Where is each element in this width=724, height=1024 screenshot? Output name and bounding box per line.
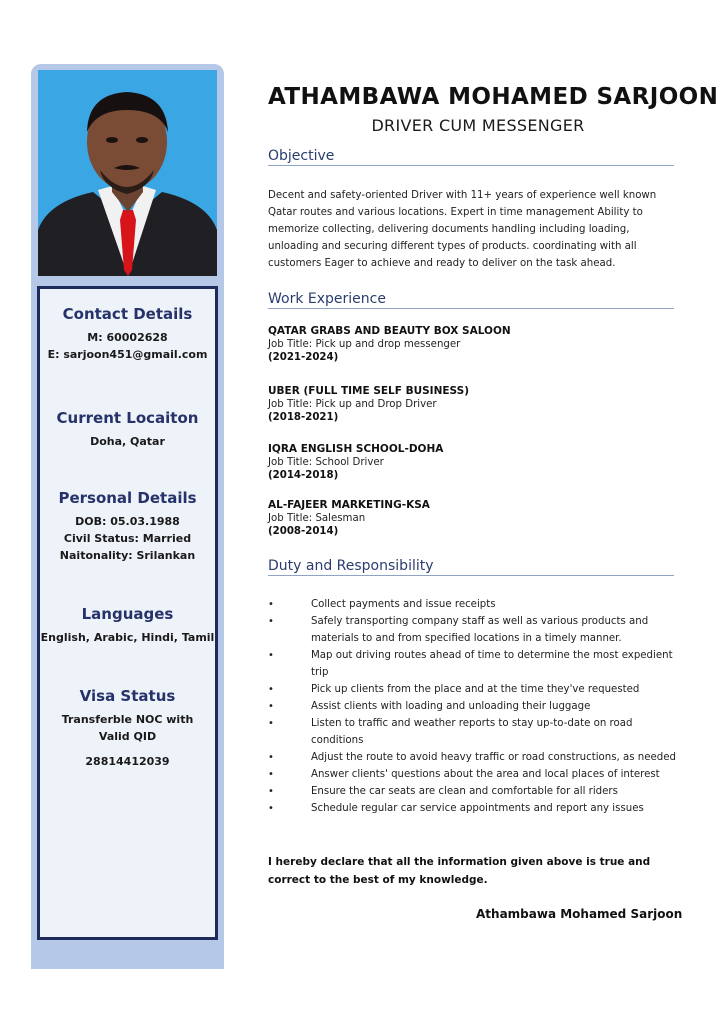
list-item: [268, 681, 678, 698]
bullet-icon: •: [268, 701, 274, 712]
job-company: IQRA ENGLISH SCHOOL-DOHA: [268, 443, 444, 455]
bullet-icon: •: [268, 650, 274, 661]
job-title: Job Title: School Driver: [268, 457, 384, 468]
list-item: [268, 698, 678, 715]
list-item: [268, 596, 678, 613]
job-entry: [268, 442, 674, 483]
duty-text: Assist clients with loading and unloading their luggage: [311, 701, 591, 712]
contact-email[interactable]: E: sarjoon451@gmail.com: [47, 348, 208, 361]
bullet-icon: •: [268, 752, 274, 763]
bullet-icon: •: [268, 803, 274, 814]
sidebar-details-box: [37, 286, 218, 940]
visa-line-1: Transferble NOC with: [61, 713, 194, 726]
duty-text: Answer clients' questions about the area and local places of interest: [311, 769, 660, 780]
objective-heading: Objective: [268, 148, 674, 166]
personal-section: [40, 489, 215, 564]
bullet-icon: •: [268, 786, 274, 797]
location-title: Current Locaiton: [56, 409, 199, 427]
duty-text: Adjust the route to avoid heavy traffic or road constructions, as needed: [311, 752, 677, 763]
job-years: (2014-2018): [268, 470, 339, 481]
visa-line-2: Valid QID: [98, 730, 157, 743]
duty-text: Collect payments and issue receipts: [311, 599, 496, 610]
list-item: [268, 715, 678, 749]
list-item: [268, 613, 678, 647]
personal-civil-status: Civil Status: Married: [63, 532, 192, 545]
personal-dob: DOB: 05.03.1988: [75, 515, 180, 528]
job-title: Job Title: Salesman: [268, 513, 366, 524]
bullet-icon: •: [268, 599, 274, 610]
bullet-icon: •: [268, 718, 274, 729]
visa-section: [40, 687, 215, 770]
duty-text: Pick up clients from the place and at the time they've requested: [311, 684, 640, 695]
job-title: Job Title: Pick up and drop messenger: [268, 339, 461, 350]
job-entry: [268, 498, 674, 539]
job-company: UBER (FULL TIME SELF BUSINESS): [268, 385, 469, 397]
candidate-name: ATHAMBAWA MOHAMED SARJOON: [268, 84, 719, 110]
contact-title: Contact Details: [62, 305, 193, 323]
list-item: [268, 647, 678, 681]
location-section: [40, 409, 215, 450]
list-item: [268, 766, 678, 783]
location-value: Doha, Qatar: [90, 435, 165, 448]
languages-section: [40, 605, 215, 646]
bullet-icon: •: [268, 616, 274, 627]
objective-text: Decent and safety-oriented Driver with 11+ years of experience well known Qatar routes and various locations. Expert in time management Ability to memorize collecting, delivering documents handling including loading, unloading and securing different types of products. coordinating with all customers Eager to achieve and ready to deliver on the task ahead.: [268, 190, 657, 269]
duty-text: Ensure the car seats are clean and comfortable for all riders: [311, 786, 618, 797]
job-title: Job Title: Pick up and Drop Driver: [268, 399, 437, 410]
bullet-icon: •: [268, 769, 274, 780]
contact-mobile: M: 60002628: [87, 331, 168, 344]
duty-list: [268, 596, 678, 817]
duty-text: Map out driving routes ahead of time to determine the most expedient trip: [311, 650, 673, 678]
sidebar: [31, 64, 224, 969]
languages-title: Languages: [81, 605, 174, 623]
duty-text: Listen to traffic and weather reports to stay up-to-date on road conditions: [311, 718, 633, 746]
candidate-role: DRIVER CUM MESSENGER: [371, 116, 585, 135]
list-item: [268, 749, 678, 766]
contact-section: [40, 305, 215, 363]
personal-title: Personal Details: [58, 489, 197, 507]
signature-name: Athambawa Mohamed Sarjoon: [476, 907, 683, 921]
list-item: [268, 800, 678, 817]
visa-qid-number: 28814412039: [85, 755, 170, 768]
job-entry: [268, 324, 674, 365]
bullet-icon: •: [268, 684, 274, 695]
work-experience-heading: Work Experience: [268, 291, 674, 309]
languages-value: English, Arabic, Hindi, Tamil: [40, 631, 215, 644]
job-years: (2021-2024): [268, 352, 339, 363]
profile-photo: [38, 70, 217, 276]
job-company: AL-FAJEER MARKETING-KSA: [268, 499, 430, 511]
personal-nationality: Naitonality: Srilankan: [59, 549, 196, 562]
declaration-text: I hereby declare that all the information given above is true and correct to the best of my knowledge.: [268, 856, 651, 886]
job-company: QATAR GRABS AND BEAUTY BOX SALOON: [268, 325, 511, 337]
duty-text: Schedule regular car service appointments and report any issues: [311, 803, 644, 814]
job-years: (2008-2014): [268, 526, 339, 537]
duty-text: Safely transporting company staff as well as various products and materials to and from specified locations in a timely manner.: [311, 616, 649, 644]
job-entry: [268, 384, 674, 425]
duty-heading: Duty and Responsibility: [268, 558, 674, 576]
list-item: [268, 783, 678, 800]
job-years: (2018-2021): [268, 412, 339, 423]
visa-title: Visa Status: [79, 687, 176, 705]
